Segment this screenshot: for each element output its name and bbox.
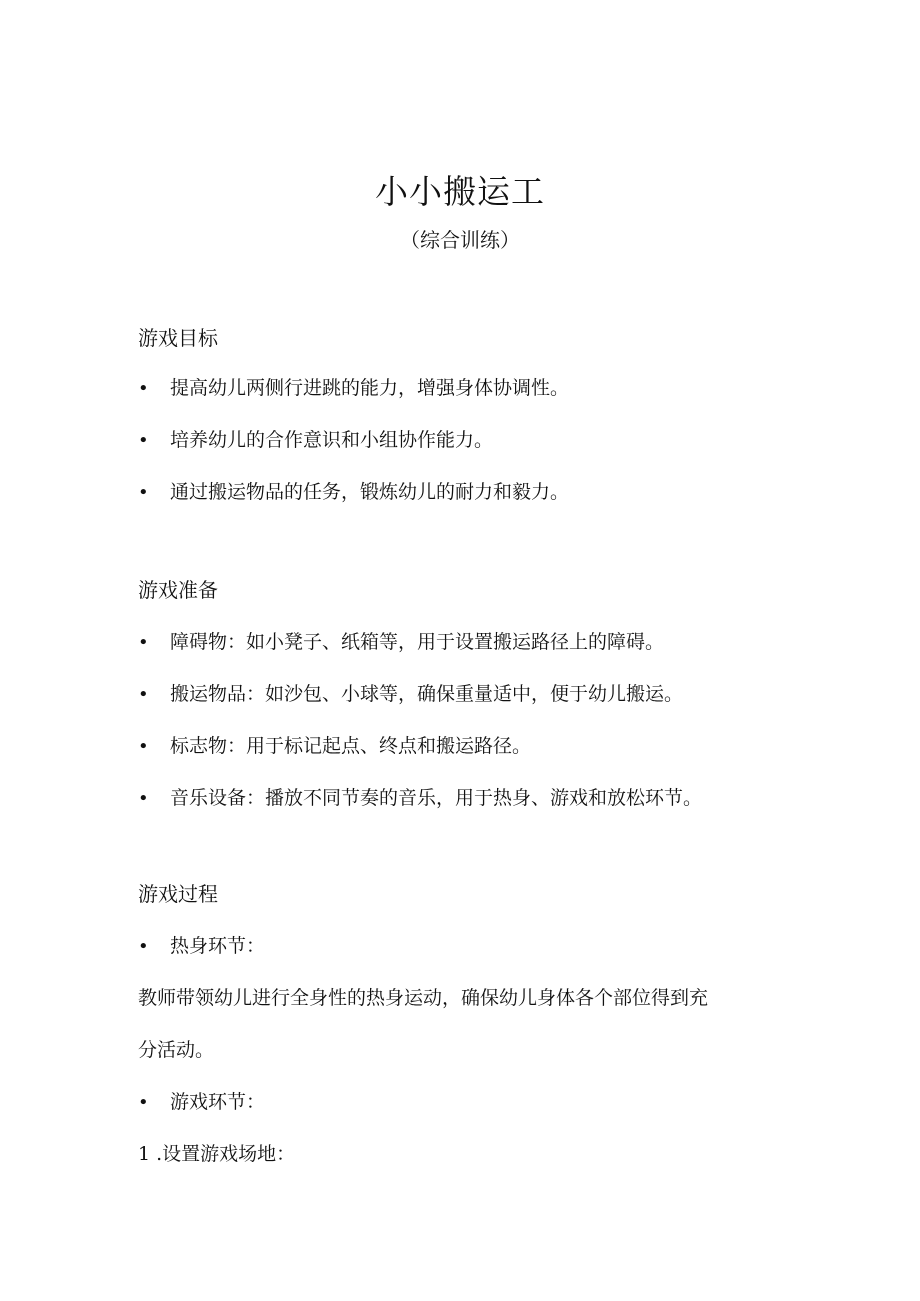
section-heading-preparation: 游戏准备 (138, 578, 218, 602)
bullet-icon: • (138, 684, 149, 705)
list-item-text: 音乐设备：播放不同节奏的音乐，用于热身、游戏和放松环节。 (170, 787, 703, 809)
list-item-text: 热身环节： (170, 935, 266, 957)
list-item-text: 通过搬运物品的任务，锻炼幼儿的耐力和毅力。 (170, 481, 570, 503)
list-item-text: 游戏环节： (170, 1091, 266, 1113)
list-item (138, 426, 493, 455)
numbered-step-1: 1 .设置游戏场地： (138, 1143, 296, 1165)
bullet-icon: • (138, 736, 149, 757)
list-item (138, 628, 664, 657)
list-item-text: 标志物：用于标记起点、终点和搬运路径。 (170, 735, 532, 757)
section-heading-process: 游戏过程 (138, 882, 218, 906)
list-item-text: 障碍物：如小凳子、纸箱等，用于设置搬运路径上的障碍。 (170, 631, 665, 653)
bullet-icon: • (138, 482, 149, 503)
warmup-paragraph-line-1: 教师带领幼儿进行全身性的热身运动，确保幼儿身体各个部位得到充 (138, 987, 709, 1009)
list-item-text: 提高幼儿两侧行进跳的能力，增强身体协调性。 (170, 377, 570, 399)
list-item (138, 1088, 265, 1117)
list-item (138, 478, 569, 507)
list-item (138, 784, 702, 813)
section-heading-goals: 游戏目标 (138, 326, 218, 350)
list-item (138, 680, 683, 709)
list-item (138, 932, 265, 961)
list-item-text: 搬运物品：如沙包、小球等，确保重量适中，便于幼儿搬运。 (170, 683, 684, 705)
bullet-icon: • (138, 632, 149, 653)
document-subtitle: （综合训练） (400, 228, 520, 252)
list-item (138, 374, 569, 403)
bullet-icon: • (138, 430, 149, 451)
document-title: 小小搬运工 (375, 172, 545, 211)
bullet-icon: • (138, 1092, 149, 1113)
bullet-icon: • (138, 936, 149, 957)
list-item (138, 732, 531, 761)
list-item-text: 培养幼儿的合作意识和小组协作能力。 (170, 429, 494, 451)
bullet-icon: • (138, 378, 149, 399)
bullet-icon: • (138, 788, 149, 809)
warmup-paragraph-line-2: 分活动。 (138, 1039, 215, 1061)
